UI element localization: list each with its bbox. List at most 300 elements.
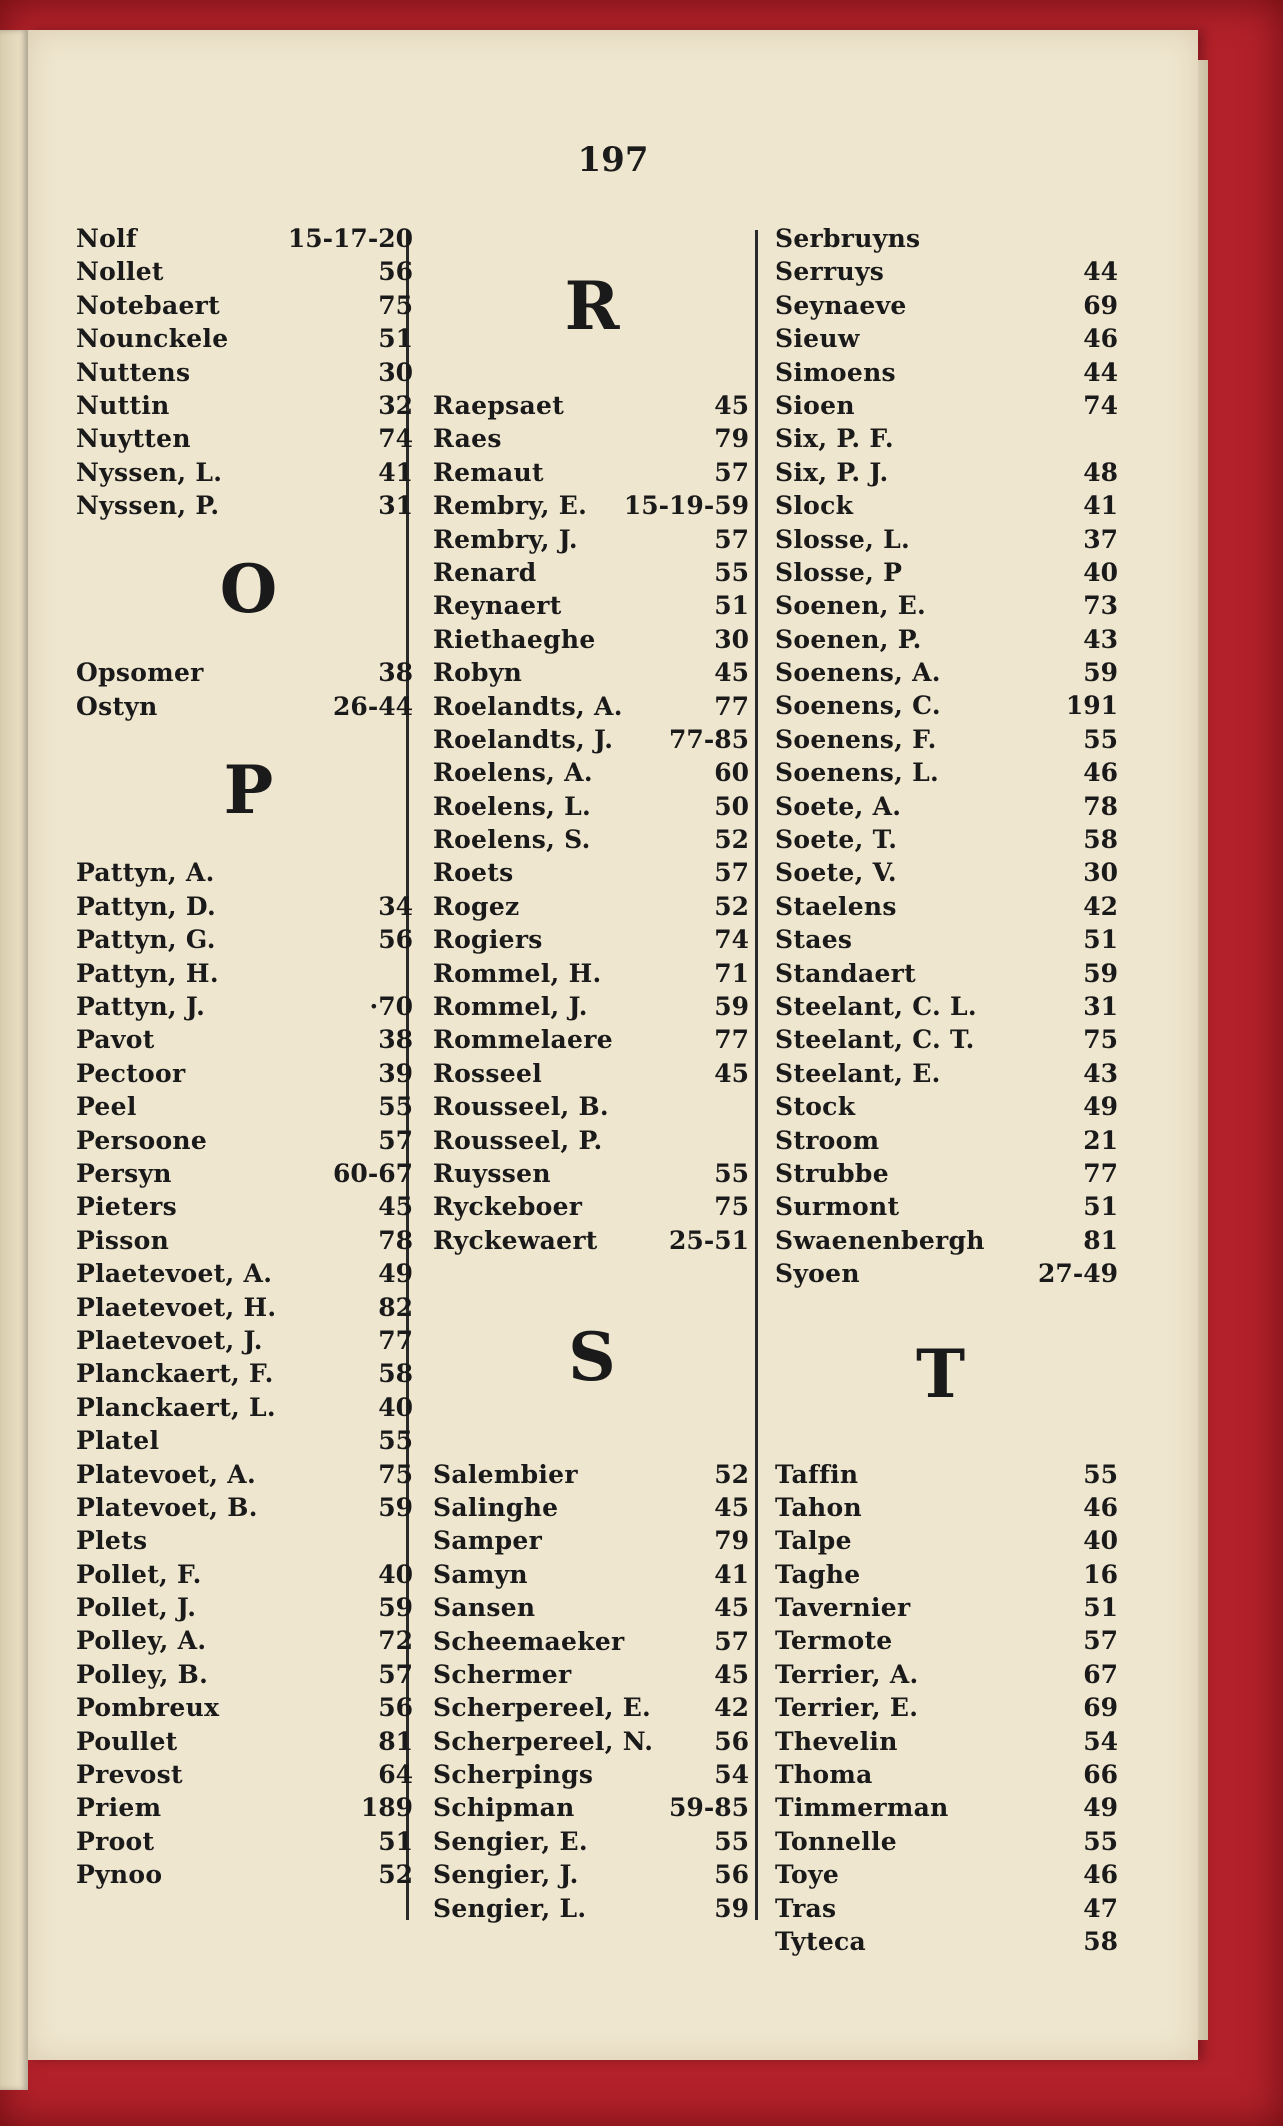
index-entry	[76, 1491, 421, 1524]
entry-name: Salinghe	[433, 1492, 559, 1522]
entry-page-numbers: 72	[378, 1626, 413, 1656]
entry-name: Ryckeboer	[433, 1192, 583, 1222]
index-entry	[76, 222, 421, 255]
index-entry	[763, 756, 1118, 789]
index-entry	[76, 1090, 421, 1123]
entry-name: Soete, V.	[775, 858, 897, 888]
entry-name: Rommel, H.	[433, 958, 602, 988]
index-entry	[421, 1758, 763, 1791]
entry-name: Notebaert	[76, 290, 220, 320]
entry-page-numbers: 59-85	[669, 1793, 749, 1823]
entry-page-numbers: 41	[714, 1559, 749, 1589]
entry-page-numbers: 74	[1083, 390, 1118, 420]
index-entry	[76, 389, 421, 422]
index-entry	[763, 823, 1118, 856]
entry-name: Roelandts, A.	[433, 691, 623, 721]
index-entry	[76, 1023, 421, 1056]
entry-page-numbers: 15-19-59	[623, 491, 749, 521]
index-entry	[421, 422, 763, 455]
index-entry	[421, 1892, 763, 1925]
entry-name: Taffin	[775, 1459, 859, 1489]
entry-name: Rogez	[433, 891, 520, 921]
entry-name: Simoens	[775, 357, 896, 387]
book-page	[28, 30, 1198, 2060]
entry-name: Stroom	[775, 1125, 880, 1155]
index-entry	[763, 1925, 1118, 1958]
entry-page-numbers: 55	[1083, 724, 1118, 754]
entry-page-numbers: 74	[714, 925, 749, 955]
entry-page-numbers: 45	[714, 1659, 749, 1689]
entry-page-numbers: 39	[378, 1058, 413, 1088]
entry-name: Sengier, J.	[433, 1860, 579, 1890]
entry-name: Six, P. F.	[775, 424, 894, 454]
index-entry	[763, 1758, 1118, 1791]
section-letter-block	[76, 523, 421, 657]
entry-page-numbers: 38	[378, 658, 413, 688]
index-entry	[76, 1691, 421, 1724]
entry-page-numbers: 60-67	[333, 1159, 413, 1188]
section-letter-block	[76, 723, 421, 857]
index-entry	[76, 1591, 421, 1624]
entry-name: Pattyn, D.	[76, 891, 217, 921]
index-entry	[763, 523, 1118, 556]
index-entry	[76, 1324, 421, 1357]
entry-name: Planckaert, F.	[76, 1359, 274, 1389]
entry-name: Tahon	[775, 1492, 862, 1522]
section-letter-block	[421, 1257, 763, 1457]
index-entry	[76, 1257, 421, 1290]
index-entry	[763, 322, 1118, 355]
entry-page-numbers: 46	[1083, 758, 1118, 788]
entry-page-numbers: 51	[714, 591, 749, 621]
entry-name: Soenens, A.	[775, 658, 941, 688]
entry-name: Termote	[775, 1626, 893, 1656]
entry-page-numbers: 40	[1083, 1526, 1118, 1556]
entry-name: Slosse, P	[775, 557, 903, 587]
index-entry	[76, 322, 421, 355]
entry-page-numbers: 38	[378, 1025, 413, 1055]
entry-page-numbers: 30	[714, 624, 749, 654]
index-entry	[763, 589, 1118, 622]
index-entry	[76, 1424, 421, 1457]
entry-name: Roelandts, J.	[433, 724, 614, 754]
entry-page-numbers: 55	[714, 1826, 749, 1856]
entry-name: Seynaeve	[775, 290, 907, 320]
entry-page-numbers: 52	[714, 1459, 749, 1489]
index-entry	[76, 890, 421, 923]
entry-page-numbers: 56	[378, 925, 413, 955]
index-entry	[76, 856, 421, 889]
entry-name: Proot	[76, 1826, 155, 1856]
index-entry	[763, 1057, 1118, 1090]
entry-name: Roelens, L.	[433, 791, 591, 821]
entry-page-numbers: 21	[1083, 1125, 1118, 1155]
entry-page-numbers: 37	[1083, 524, 1118, 554]
entry-page-numbers: 40	[1083, 557, 1118, 587]
index-entry	[76, 1157, 421, 1190]
entry-page-numbers: 52	[714, 825, 749, 855]
entry-page-numbers: 49	[378, 1259, 413, 1289]
index-entry	[421, 1224, 763, 1257]
index-entry	[763, 255, 1118, 288]
entry-name: Stock	[775, 1092, 856, 1122]
entry-name: Steelant, C. L.	[775, 991, 977, 1021]
entry-name: Timmerman	[775, 1793, 949, 1823]
index-entry	[763, 1458, 1118, 1491]
index-entry	[763, 1090, 1118, 1123]
entry-name: Soete, T.	[775, 825, 898, 855]
entry-name: Nounckele	[76, 324, 229, 354]
entry-name: Pieters	[76, 1192, 178, 1222]
entry-page-numbers: 27-49	[1038, 1259, 1118, 1289]
entry-page-numbers: 42	[714, 1693, 749, 1723]
entry-name: Rosseel	[433, 1058, 543, 1088]
entry-name: Nuytten	[76, 424, 191, 454]
entry-name: Riethaeghe	[433, 624, 596, 654]
entry-page-numbers: 55	[378, 1426, 413, 1456]
entry-name: Prevost	[76, 1760, 183, 1790]
entry-page-numbers: 59	[714, 1893, 749, 1923]
entry-name: Strubbe	[775, 1158, 889, 1188]
entry-page-numbers: 34	[378, 891, 413, 921]
entry-page-numbers: 45	[714, 1058, 749, 1088]
index-entry	[421, 1524, 763, 1557]
index-entry	[763, 289, 1118, 322]
index-entry	[763, 1558, 1118, 1591]
entry-name: Scherpereel, N.	[433, 1726, 654, 1756]
entry-page-numbers: 77	[378, 1325, 413, 1355]
index-entry	[763, 1691, 1118, 1724]
index-entry	[421, 856, 763, 889]
entry-name: Scherpereel, E.	[433, 1693, 652, 1723]
index-entry	[76, 1190, 421, 1223]
entry-name: Pattyn, G.	[76, 925, 216, 955]
index-entry	[763, 556, 1118, 589]
index-entry	[421, 690, 763, 723]
index-entry	[421, 456, 763, 489]
index-entry	[76, 656, 421, 689]
entry-name: Rommel, J.	[433, 992, 588, 1022]
entry-name: Steelant, C. T.	[775, 1025, 975, 1055]
entry-name: Talpe	[775, 1526, 852, 1556]
index-entry	[763, 990, 1118, 1023]
entry-name: Pattyn, H.	[76, 958, 219, 988]
index-entry	[763, 1190, 1118, 1223]
entry-page-numbers: 51	[378, 324, 413, 354]
entry-name: Rembry, E.	[433, 491, 588, 521]
entry-name: Soenens, F.	[775, 724, 937, 754]
index-entry	[421, 823, 763, 856]
index-entry	[763, 389, 1118, 422]
index-entry	[421, 1157, 763, 1190]
entry-name: Soenen, E.	[775, 591, 927, 621]
entry-name: Tavernier	[775, 1593, 911, 1623]
entry-name: Soenens, L.	[775, 758, 939, 788]
entry-page-numbers: 79	[714, 1526, 749, 1556]
entry-page-numbers: 66	[1083, 1760, 1118, 1790]
index-entry	[763, 489, 1118, 522]
index-entry	[421, 1057, 763, 1090]
entry-page-numbers: 81	[378, 1726, 413, 1756]
entry-name: Syoen	[775, 1259, 860, 1289]
index-entry	[76, 923, 421, 956]
index-entry	[76, 1624, 421, 1657]
index-entry	[421, 1825, 763, 1858]
entry-name: Soenens, C.	[775, 691, 941, 721]
page-edge	[1198, 60, 1208, 2040]
section-letter: R	[564, 266, 620, 345]
entry-name: Pisson	[76, 1225, 170, 1255]
entry-name: Soete, A.	[775, 791, 902, 821]
index-column-2	[421, 222, 763, 1925]
entry-name: Scherpings	[433, 1760, 594, 1790]
entry-page-numbers: 51	[378, 1826, 413, 1856]
entry-name: Raepsaet	[433, 391, 565, 420]
index-entry	[421, 1691, 763, 1724]
entry-name: Staes	[775, 925, 853, 955]
index-entry	[421, 1190, 763, 1223]
index-entry	[76, 1291, 421, 1324]
entry-name: Terrier, E.	[775, 1693, 919, 1723]
section-letter: S	[568, 1318, 616, 1397]
index-entry	[421, 489, 763, 522]
entry-page-numbers: 69	[1083, 290, 1118, 320]
index-entry	[421, 756, 763, 789]
index-entry	[76, 1124, 421, 1157]
entry-name: Scheemaeker	[433, 1626, 625, 1656]
entry-name: Salembier	[433, 1459, 578, 1489]
index-entry	[421, 790, 763, 823]
index-entry	[763, 422, 1118, 455]
index-entry	[76, 1558, 421, 1591]
entry-page-numbers: 15-17-20	[287, 224, 413, 253]
index-entry	[76, 422, 421, 455]
index-entry	[76, 356, 421, 389]
entry-page-numbers: ·70	[369, 992, 413, 1022]
index-entry	[763, 1658, 1118, 1691]
entry-name: Planckaert, L.	[76, 1392, 276, 1422]
entry-page-numbers: 46	[1083, 1492, 1118, 1522]
entry-name: Samyn	[433, 1559, 528, 1589]
entry-name: Opsomer	[76, 658, 204, 688]
entry-name: Polley, B.	[76, 1659, 209, 1689]
entry-name: Peel	[76, 1092, 137, 1122]
index-entry	[421, 1458, 763, 1491]
entry-page-numbers: 60	[714, 758, 749, 788]
entry-name: Serruys	[775, 257, 885, 287]
index-entry	[421, 1491, 763, 1524]
entry-page-numbers: 54	[714, 1760, 749, 1790]
entry-name: Pectoor	[76, 1058, 186, 1088]
entry-page-numbers: 40	[378, 1392, 413, 1422]
entry-page-numbers: 44	[1083, 257, 1118, 287]
index-entry	[763, 1491, 1118, 1524]
entry-name: Platevoet, A.	[76, 1459, 257, 1489]
entry-page-numbers: 75	[378, 1459, 413, 1489]
index-entry	[763, 689, 1118, 722]
index-column-1	[76, 222, 421, 1892]
entry-page-numbers: 55	[714, 557, 749, 587]
index-entry	[421, 1090, 763, 1123]
entry-name: Toye	[775, 1860, 840, 1890]
index-entry	[76, 1791, 421, 1824]
entry-name: Six, P. J.	[775, 457, 889, 487]
index-entry	[763, 222, 1118, 255]
entry-name: Staelens	[775, 891, 897, 921]
entry-page-numbers: 41	[378, 457, 413, 487]
index-entry	[421, 1725, 763, 1758]
entry-name: Remaut	[433, 457, 544, 487]
entry-page-numbers: 58	[378, 1359, 413, 1389]
entry-page-numbers: 51	[1083, 1593, 1118, 1623]
section-letter-block	[763, 1291, 1118, 1458]
index-entry	[763, 656, 1118, 689]
index-entry	[421, 589, 763, 622]
entry-page-numbers: 78	[378, 1225, 413, 1255]
entry-page-numbers: 77-85	[669, 724, 749, 754]
index-entry	[421, 1658, 763, 1691]
entry-page-numbers: 74	[378, 424, 413, 454]
entry-name: Ostyn	[76, 691, 158, 721]
entry-page-numbers: 50	[714, 791, 749, 821]
entry-name: Nyssen, P.	[76, 491, 220, 521]
index-entry	[76, 255, 421, 288]
index-column-3	[763, 222, 1118, 1958]
entry-name: Raes	[433, 424, 502, 454]
index-entry	[421, 890, 763, 923]
entry-name: Sengier, L.	[433, 1893, 587, 1923]
entry-page-numbers: 43	[1083, 1058, 1118, 1088]
entry-page-numbers: 55	[1083, 1459, 1118, 1489]
index-entry	[421, 1858, 763, 1891]
entry-page-numbers: 59	[1083, 958, 1118, 988]
index-entry	[421, 1023, 763, 1056]
index-entry	[421, 723, 763, 756]
entry-name: Plaetevoet, J.	[76, 1325, 263, 1355]
entry-name: Platevoet, B.	[76, 1492, 258, 1522]
entry-name: Rousseel, P.	[433, 1125, 603, 1155]
index-entry	[76, 1725, 421, 1758]
entry-page-numbers: 56	[714, 1860, 749, 1890]
entry-name: Pombreux	[76, 1693, 220, 1723]
entry-name: Polley, A.	[76, 1626, 207, 1656]
entry-page-numbers: 75	[378, 290, 413, 320]
entry-page-numbers: 57	[714, 1626, 749, 1656]
entry-name: Nuttin	[76, 390, 170, 420]
entry-page-numbers: 40	[378, 1559, 413, 1589]
index-entry	[763, 1858, 1118, 1891]
entry-page-numbers: 56	[378, 1693, 413, 1723]
entry-page-numbers: 55	[378, 1092, 413, 1122]
entry-page-numbers: 59	[378, 1492, 413, 1522]
entry-name: Swaenenbergh	[775, 1225, 985, 1255]
entry-page-numbers: 32	[378, 390, 413, 420]
index-entry	[421, 389, 763, 422]
entry-page-numbers: 58	[1083, 1926, 1118, 1956]
entry-page-numbers: 75	[714, 1192, 749, 1222]
entry-name: Rogiers	[433, 925, 543, 955]
entry-name: Plets	[76, 1526, 148, 1556]
index-entry	[421, 923, 763, 956]
entry-page-numbers: 57	[1083, 1626, 1118, 1656]
entry-name: Nolf	[76, 224, 137, 253]
index-entry	[76, 489, 421, 522]
entry-name: Nollet	[76, 257, 164, 287]
entry-name: Sieuw	[775, 324, 860, 354]
entry-page-numbers: 71	[714, 958, 749, 988]
entry-name: Slosse, L.	[775, 524, 910, 554]
entry-name: Platel	[76, 1426, 160, 1456]
index-entry	[76, 1858, 421, 1891]
index-entry	[763, 890, 1118, 923]
entry-page-numbers: 56	[714, 1726, 749, 1756]
entry-name: Nyssen, L.	[76, 457, 223, 487]
index-entry	[763, 1624, 1118, 1657]
entry-name: Rommelaere	[433, 1025, 613, 1055]
entry-name: Serbruyns	[775, 224, 921, 253]
entry-name: Tyteca	[775, 1926, 867, 1956]
entry-page-numbers: 43	[1083, 624, 1118, 654]
entry-page-numbers: 45	[714, 1593, 749, 1623]
index-entry	[763, 1257, 1118, 1290]
entry-page-numbers: 41	[1083, 491, 1118, 521]
index-entry	[763, 1124, 1118, 1157]
index-entry	[763, 1224, 1118, 1257]
entry-name: Taghe	[775, 1559, 861, 1589]
index-entry	[76, 957, 421, 990]
page-number: 197	[577, 140, 649, 180]
entry-name: Thevelin	[775, 1726, 898, 1756]
entry-name: Roelens, S.	[433, 825, 591, 855]
previous-page-edge	[0, 30, 28, 2090]
index-entry	[76, 1825, 421, 1858]
entry-page-numbers: 44	[1083, 357, 1118, 387]
entry-page-numbers: 77	[714, 1025, 749, 1055]
entry-page-numbers: 49	[1083, 1092, 1118, 1122]
index-entry	[76, 1524, 421, 1557]
entry-page-numbers: 78	[1083, 791, 1118, 821]
index-entry	[421, 1558, 763, 1591]
entry-page-numbers: 57	[378, 1659, 413, 1689]
entry-name: Persyn	[76, 1159, 172, 1188]
section-letter: P	[223, 750, 274, 829]
entry-page-numbers: 55	[1083, 1826, 1118, 1856]
index-entry	[763, 1892, 1118, 1925]
index-entry	[763, 1591, 1118, 1624]
entry-page-numbers: 45	[714, 1492, 749, 1522]
index-entry	[421, 656, 763, 689]
entry-page-numbers: 56	[378, 257, 413, 287]
entry-page-numbers: 189	[360, 1793, 413, 1823]
entry-page-numbers: 57	[714, 457, 749, 487]
entry-page-numbers: 52	[714, 891, 749, 921]
index-entry	[763, 957, 1118, 990]
entry-name: Pattyn, J.	[76, 992, 206, 1022]
entry-name: Tras	[775, 1893, 837, 1923]
entry-name: Reynaert	[433, 591, 562, 621]
entry-name: Sansen	[433, 1593, 536, 1623]
entry-page-numbers: 58	[1083, 825, 1118, 855]
index-entry	[421, 523, 763, 556]
entry-name: Nuttens	[76, 357, 191, 387]
entry-page-numbers: 30	[378, 357, 413, 387]
entry-page-numbers: 47	[1083, 1893, 1118, 1923]
index-entry	[421, 556, 763, 589]
entry-name: Roets	[433, 858, 514, 888]
entry-name: Pollet, F.	[76, 1559, 202, 1589]
entry-name: Persoone	[76, 1125, 208, 1155]
entry-page-numbers: 191	[1065, 691, 1118, 721]
